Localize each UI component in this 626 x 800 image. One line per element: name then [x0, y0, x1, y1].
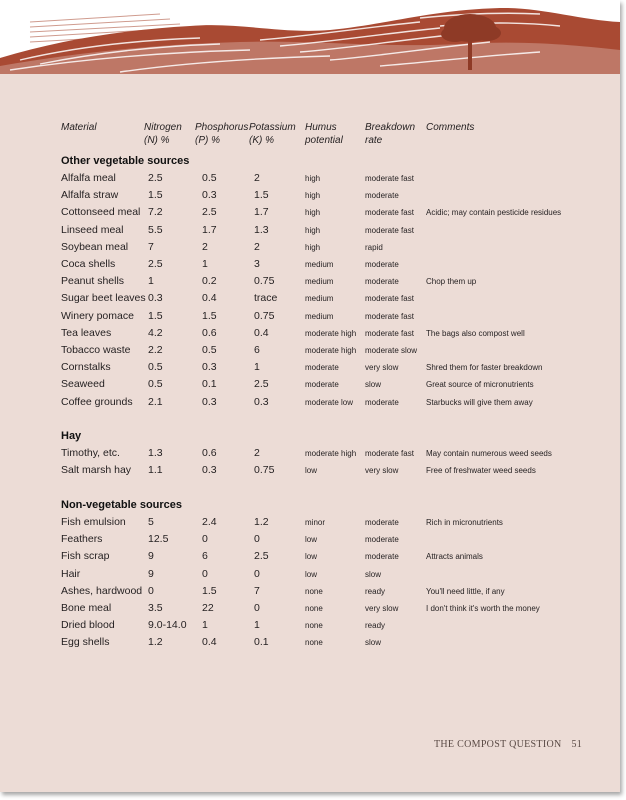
- cell-humus: none: [305, 586, 323, 596]
- cell-humus: moderate: [305, 380, 339, 390]
- cell-material: Peanut shells: [61, 275, 125, 288]
- cell-nitrogen: 0.5: [148, 361, 163, 374]
- cell-humus: moderate high: [305, 346, 357, 355]
- section-title: Other vegetable sources: [61, 155, 190, 167]
- cell-phosphorus: 0.3: [202, 464, 217, 477]
- table-row: [0, 292, 620, 309]
- cell-potassium: 2: [254, 240, 260, 253]
- cell-humus: minor: [305, 518, 326, 527]
- cell-nitrogen: 5: [148, 516, 154, 528]
- cell-nitrogen: 1.1: [148, 464, 163, 477]
- cell-material: Feathers: [61, 533, 103, 546]
- cell-breakdown: moderate fast: [365, 174, 414, 183]
- cell-material: Tea leaves: [61, 326, 112, 339]
- cell-phosphorus: 0.3: [202, 361, 217, 374]
- cell-material: Tobacco waste: [61, 344, 131, 356]
- table-row: [0, 464, 620, 481]
- cell-humus: none: [305, 604, 323, 613]
- section-title: Non-vegetable sources: [61, 499, 183, 511]
- cell-breakdown: moderate: [365, 518, 399, 527]
- cell-nitrogen: 2.2: [148, 344, 163, 356]
- cell-material: Fish emulsion: [61, 516, 126, 528]
- header-illustration: [0, 0, 620, 74]
- table-row: [0, 585, 620, 602]
- cell-phosphorus: 22: [202, 602, 214, 614]
- table-row: [0, 241, 620, 258]
- cell-breakdown: moderate: [365, 552, 399, 562]
- cell-material: Egg shells: [61, 636, 110, 649]
- cell-phosphorus: 1.7: [202, 223, 217, 236]
- cell-potassium: 2.5: [254, 550, 269, 563]
- table-row: [0, 378, 620, 395]
- cell-potassium: 1: [254, 619, 260, 632]
- cell-material: Winery pomace: [61, 309, 134, 322]
- cell-breakdown: slow: [365, 638, 382, 648]
- cell-nitrogen: 1.2: [148, 636, 163, 649]
- cell-phosphorus: 0.4: [202, 292, 217, 305]
- cell-humus: low: [305, 552, 318, 562]
- cell-breakdown: moderate: [365, 277, 399, 287]
- farmland-hills-illustration: [0, 0, 620, 74]
- cell-humus: high: [305, 242, 321, 252]
- cell-material: Timothy, etc.: [61, 447, 120, 459]
- cell-potassium: 1.5: [254, 189, 269, 202]
- cell-material: Linseed meal: [61, 223, 124, 236]
- cell-nitrogen: 2.5: [148, 258, 163, 270]
- cell-breakdown: moderate: [365, 191, 399, 201]
- cell-breakdown: ready: [365, 586, 386, 596]
- cell-comments: Great source of micronutrients: [426, 380, 534, 390]
- cell-material: Alfalfa meal: [61, 172, 116, 184]
- cell-phosphorus: 0.3: [202, 189, 217, 202]
- cell-comments: Free of freshwater weed seeds: [426, 466, 536, 476]
- cell-potassium: 0: [254, 567, 260, 580]
- cell-breakdown: moderate slow: [365, 346, 418, 355]
- cell-potassium: 3: [254, 258, 260, 270]
- cell-breakdown: moderate: [365, 260, 399, 269]
- cell-phosphorus: 2.5: [202, 206, 217, 219]
- table-row: [0, 189, 620, 206]
- cell-comments: May contain numerous weed seeds: [426, 449, 552, 458]
- page-number: 51: [571, 739, 583, 750]
- table-row: [0, 310, 620, 327]
- cell-potassium: 1.7: [254, 206, 269, 219]
- cell-potassium: 2: [254, 172, 260, 184]
- cell-breakdown: moderate: [365, 535, 399, 545]
- cell-nitrogen: 0.3: [148, 292, 163, 305]
- cell-humus: low: [305, 569, 318, 579]
- table-row: [0, 636, 620, 653]
- cell-material: Coffee grounds: [61, 395, 133, 408]
- cell-humus: moderate low: [305, 397, 354, 407]
- table-row: [0, 258, 620, 275]
- table-row: [0, 619, 620, 636]
- cell-potassium: 0: [254, 602, 260, 614]
- cell-potassium: 2: [254, 447, 260, 459]
- cell-material: Ashes, hardwood: [61, 584, 143, 597]
- cell-potassium: 1: [254, 361, 260, 374]
- cell-phosphorus: 0.5: [202, 172, 217, 184]
- cell-potassium: 0.75: [254, 464, 275, 477]
- cell-breakdown: ready: [365, 621, 386, 631]
- cell-humus: none: [305, 621, 323, 631]
- cell-breakdown: moderate: [365, 397, 399, 407]
- col-header-nitrogen: Nitrogen (N) %: [144, 122, 182, 146]
- col-header-humus: Humus potential: [305, 122, 343, 146]
- table-row: [0, 550, 620, 567]
- cell-phosphorus: 0.4: [202, 636, 217, 649]
- cell-phosphorus: 0.5: [202, 344, 217, 356]
- cell-phosphorus: 0.2: [202, 275, 217, 288]
- cell-humus: medium: [305, 311, 334, 321]
- cell-nitrogen: 4.2: [148, 326, 163, 339]
- section-title: Hay: [61, 430, 82, 442]
- col-header-phosphorus: Phosphorus (P) %: [195, 122, 249, 146]
- cell-breakdown: rapid: [365, 242, 383, 252]
- page-footer: [434, 739, 582, 750]
- col-header-breakdown: Breakdown rate: [365, 122, 416, 146]
- cell-humus: low: [305, 535, 318, 545]
- cell-humus: moderate: [305, 363, 339, 373]
- cell-potassium: 6: [254, 344, 260, 356]
- cell-humus: moderate high: [305, 449, 357, 458]
- cell-breakdown: moderate fast: [365, 449, 414, 458]
- cell-nitrogen: 9.0-14.0: [148, 619, 187, 632]
- cell-phosphorus: 2: [202, 240, 208, 253]
- cell-potassium: 2.5: [254, 378, 269, 391]
- cell-phosphorus: 0.6: [202, 326, 217, 339]
- col-header-comments: Comments: [426, 122, 475, 133]
- cell-potassium: 0.75: [254, 275, 275, 288]
- cell-potassium: 0.75: [254, 309, 275, 322]
- cell-material: Alfalfa straw: [61, 189, 119, 202]
- table-row: [0, 327, 620, 344]
- cell-breakdown: moderate fast: [365, 225, 414, 235]
- cell-potassium: 0.4: [254, 326, 269, 339]
- table-row: [0, 206, 620, 223]
- table-row: [0, 224, 620, 241]
- cell-breakdown: very slow: [365, 466, 399, 476]
- cell-material: Coca shells: [61, 258, 116, 270]
- cell-material: Sugar beet leaves: [61, 292, 146, 305]
- cell-phosphorus: 0.3: [202, 395, 217, 408]
- cell-potassium: 0.3: [254, 395, 269, 408]
- cell-humus: medium: [305, 277, 334, 287]
- cell-nitrogen: 0: [148, 584, 154, 597]
- cell-phosphorus: 1: [202, 258, 208, 270]
- cell-phosphorus: 1.5: [202, 584, 217, 597]
- cell-comments: You'll need little, if any: [426, 586, 505, 596]
- cell-comments: Acidic; may contain pesticide residues: [426, 208, 562, 218]
- cell-phosphorus: 0.1: [202, 378, 217, 391]
- cell-breakdown: moderate fast: [365, 328, 414, 338]
- cell-nitrogen: 7.2: [148, 206, 163, 219]
- cell-material: Seaweed: [61, 378, 105, 391]
- cell-nitrogen: 2.5: [148, 172, 163, 184]
- cell-phosphorus: 0: [202, 533, 208, 546]
- table-row: [0, 516, 620, 533]
- cell-humus: none: [305, 638, 323, 648]
- cell-phosphorus: 1.5: [202, 309, 217, 322]
- cell-humus: high: [305, 225, 321, 235]
- running-head: THE COMPOST QUESTION: [434, 739, 562, 750]
- cell-nitrogen: 7: [148, 240, 154, 253]
- cell-potassium: trace: [254, 292, 278, 305]
- table-row: [0, 533, 620, 550]
- cell-comments: The bags also compost well: [426, 328, 525, 338]
- cell-humus: medium: [305, 260, 334, 269]
- cell-nitrogen: 0.5: [148, 378, 163, 391]
- table-row: [0, 568, 620, 585]
- cell-potassium: 7: [254, 584, 260, 597]
- cell-breakdown: very slow: [365, 363, 399, 373]
- table-row: [0, 275, 620, 292]
- table-row: [0, 361, 620, 378]
- col-header-potassium: Potassium (K) %: [249, 122, 296, 146]
- table-row: [0, 602, 620, 619]
- cell-material: Cornstalks: [61, 361, 111, 374]
- cell-phosphorus: 2.4: [202, 516, 217, 528]
- cell-nitrogen: 2.1: [148, 395, 163, 408]
- table-row: [0, 172, 620, 189]
- cell-comments: Attracts animals: [426, 552, 483, 562]
- cell-breakdown: slow: [365, 380, 382, 390]
- cell-nitrogen: 1.3: [148, 447, 163, 459]
- cell-material: Hair: [61, 567, 81, 580]
- cell-nitrogen: 9: [148, 567, 154, 580]
- cell-breakdown: moderate fast: [365, 294, 414, 304]
- cell-comments: Rich in micronutrients: [426, 518, 503, 527]
- cell-nitrogen: 1: [148, 275, 154, 288]
- table-row: [0, 344, 620, 361]
- cell-comments: Starbucks will give them away: [426, 397, 533, 407]
- col-header-material: Material: [61, 122, 97, 133]
- cell-breakdown: moderate fast: [365, 208, 414, 218]
- cell-humus: high: [305, 191, 321, 201]
- cell-nitrogen: 12.5: [148, 533, 169, 546]
- table-row: [0, 447, 620, 464]
- cell-humus: high: [305, 208, 321, 218]
- cell-potassium: 1.3: [254, 223, 269, 236]
- cell-humus: medium: [305, 294, 334, 304]
- cell-humus: moderate high: [305, 328, 357, 338]
- cell-humus: low: [305, 466, 318, 476]
- cell-comments: Chop them up: [426, 277, 477, 287]
- cell-humus: high: [305, 174, 321, 183]
- cell-nitrogen: 1.5: [148, 309, 163, 322]
- cell-potassium: 0.1: [254, 636, 269, 649]
- cell-breakdown: moderate fast: [365, 311, 414, 321]
- table-row: [0, 396, 620, 413]
- cell-nitrogen: 3.5: [148, 602, 163, 614]
- cell-phosphorus: 0.6: [202, 447, 217, 459]
- cell-nitrogen: 1.5: [148, 189, 163, 202]
- cell-material: Cottonseed meal: [61, 206, 141, 219]
- cell-material: Fish scrap: [61, 550, 110, 563]
- cell-phosphorus: 1: [202, 619, 208, 632]
- cell-nitrogen: 5.5: [148, 223, 163, 236]
- cell-comments: I don't think it's worth the money: [426, 604, 540, 613]
- cell-nitrogen: 9: [148, 550, 154, 563]
- cell-material: Salt marsh hay: [61, 464, 132, 477]
- cell-potassium: 1.2: [254, 516, 269, 528]
- cell-comments: Shred them for faster breakdown: [426, 363, 543, 373]
- cell-material: Dried blood: [61, 619, 115, 632]
- cell-potassium: 0: [254, 533, 260, 546]
- cell-material: Soybean meal: [61, 240, 129, 253]
- cell-material: Bone meal: [61, 602, 112, 614]
- cell-breakdown: slow: [365, 569, 382, 579]
- cell-phosphorus: 0: [202, 567, 208, 580]
- cell-breakdown: very slow: [365, 604, 399, 613]
- cell-phosphorus: 6: [202, 550, 208, 563]
